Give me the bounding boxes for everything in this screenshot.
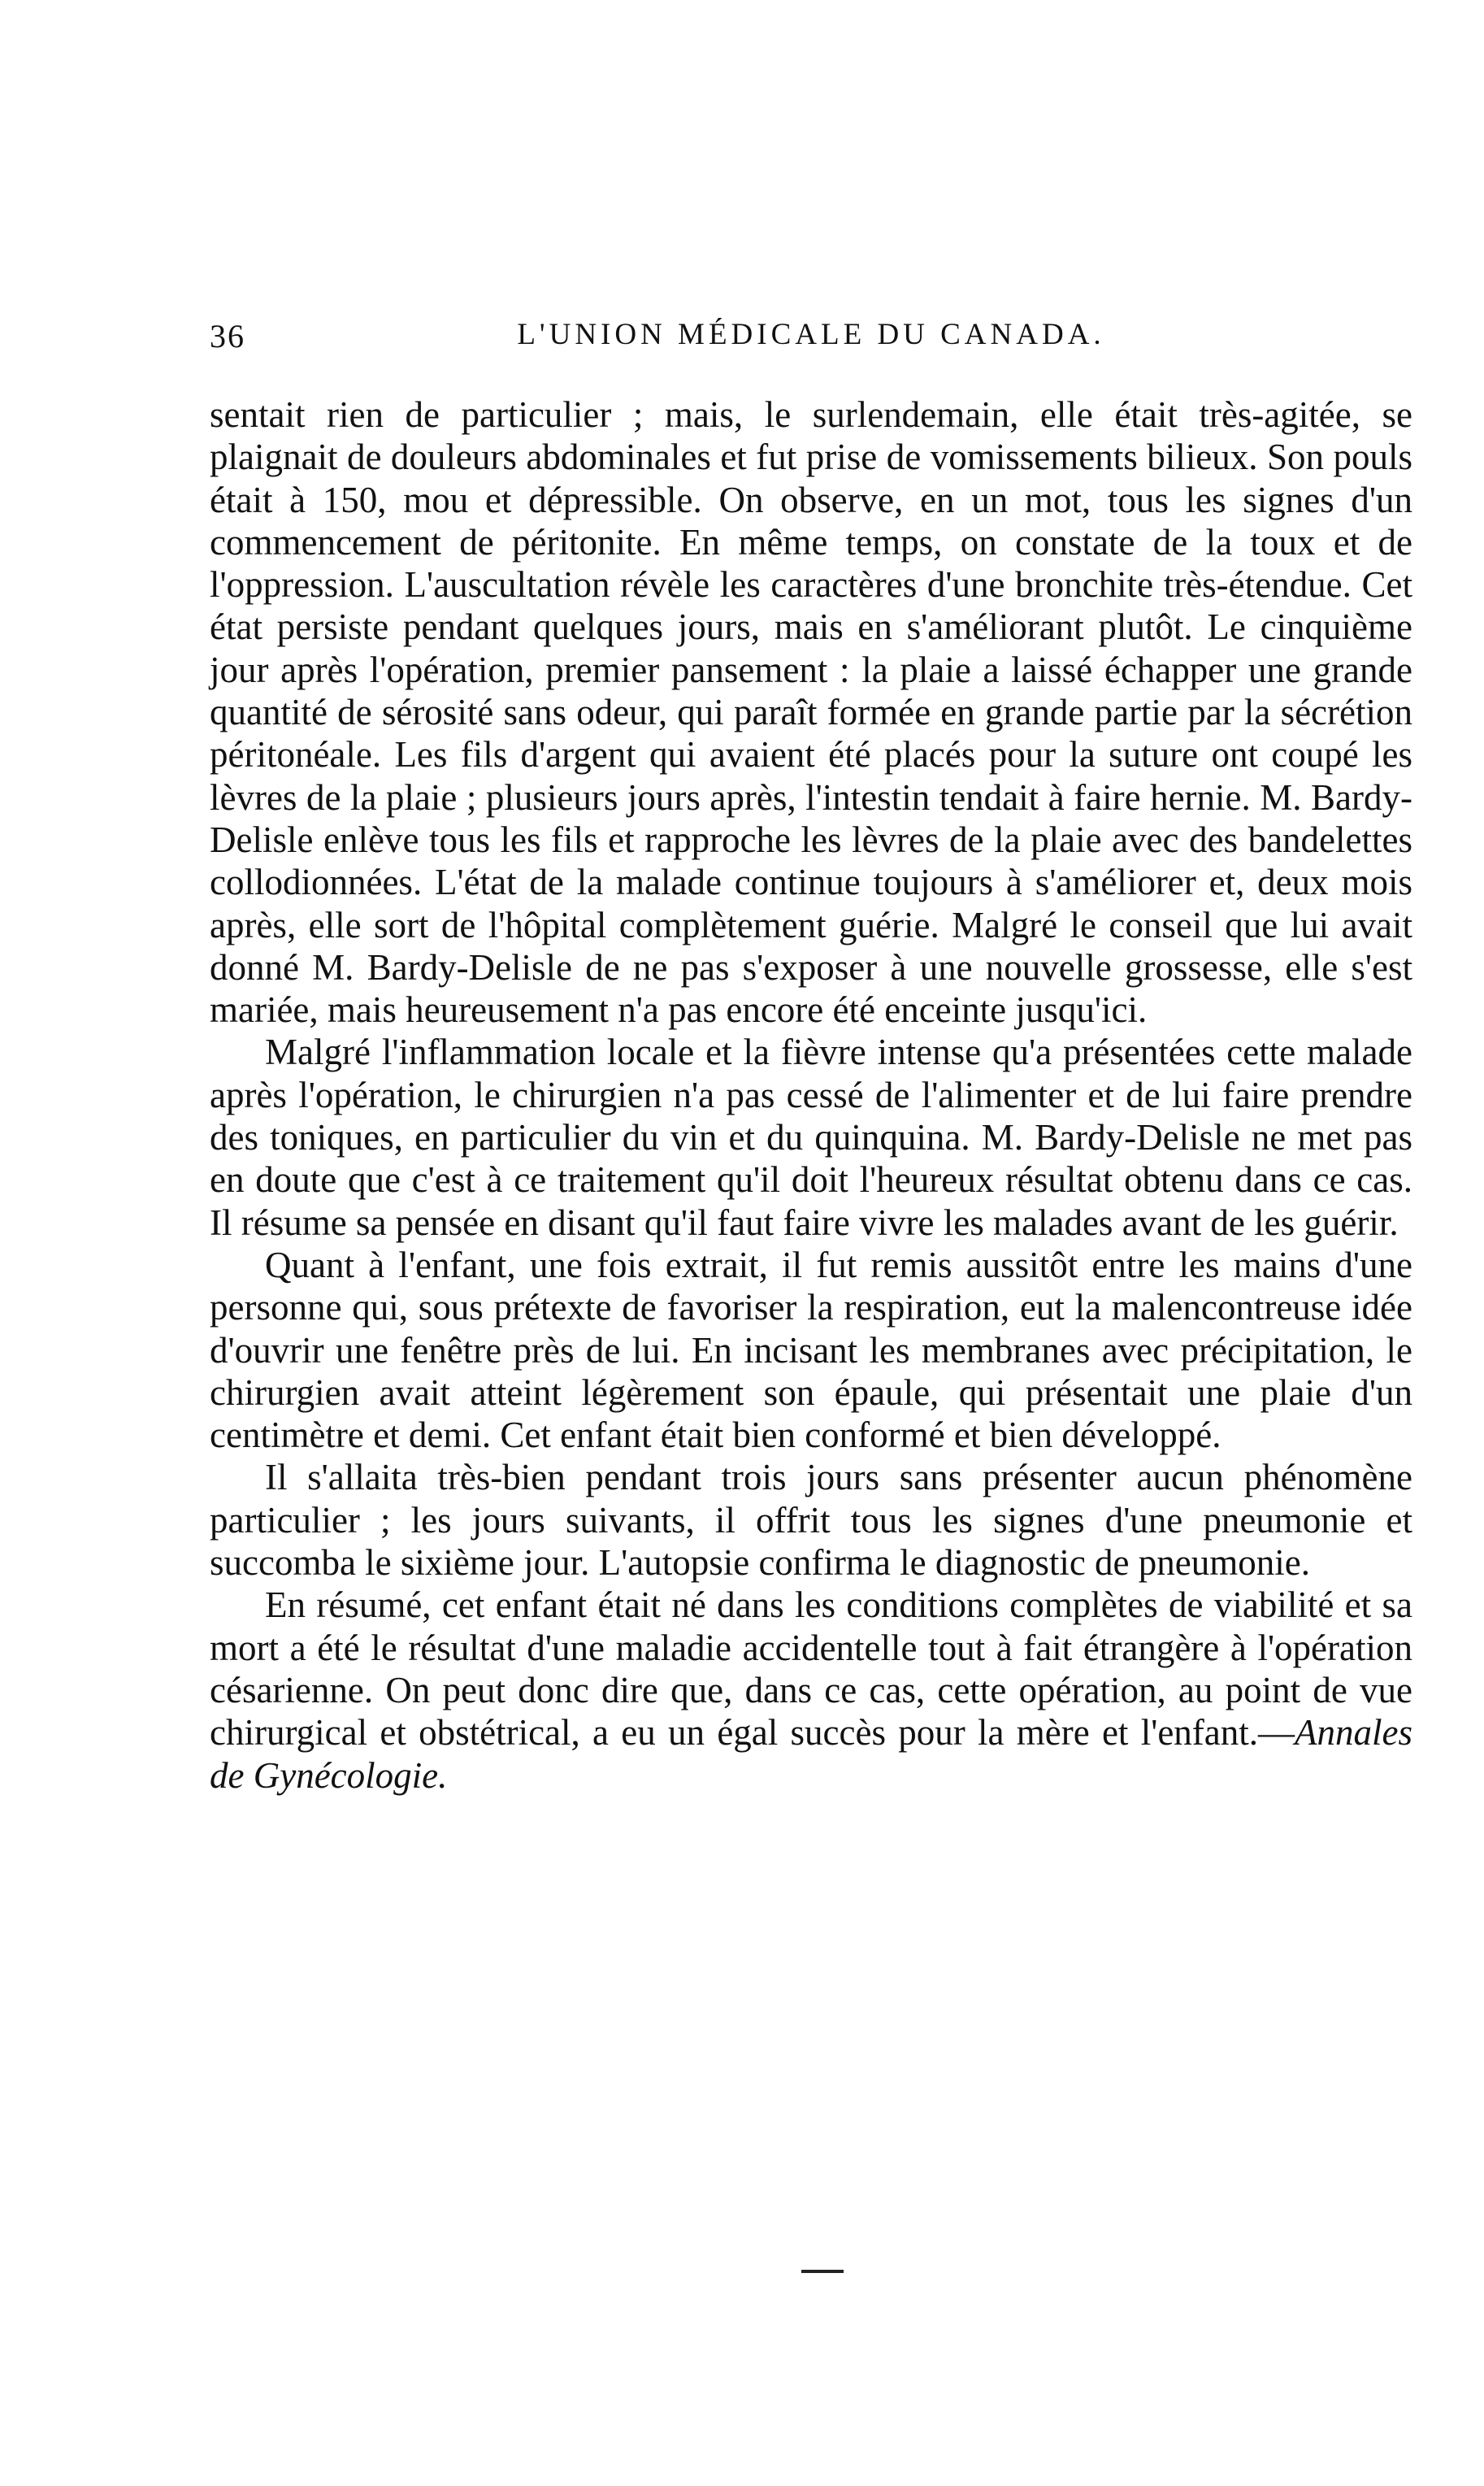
page-number: 36 [210, 318, 245, 354]
end-rule [801, 2270, 844, 2273]
page-header [210, 317, 1412, 366]
paragraph-summary [210, 1584, 1412, 1796]
running-title: L'UNION MÉDICALE DU CANADA. [517, 318, 1105, 351]
paragraph-infant: Quant à l'enfant, une fois extrait, il fut remis aussitôt entre les mains d'une personne qui, sous prétexte de favoriser la respiration, eut la malencontreuse idée d'ouvrir une fenêtre près de lui. En incisant les membranes avec précipitation, le chirurgien avait atteint légèrement son épaule, qui présentait une plaie d'un centimètre et demi. Cet enfant était bien conformé et bien développé. [210, 1244, 1412, 1456]
paragraph-pneumonia: Il s'allaita très-bien pendant trois jours sans présenter aucun phénomène particulier ; les jours suivants, il offrit tous les signes d'une pneumonie et succomba le sixième jour. L'autopsie confirma le diagnostic de pneumonie. [210, 1457, 1412, 1584]
article-body [210, 393, 1412, 1797]
paragraph-continued: sentait rien de particulier ; mais, le surlendemain, elle était très-agitée, se plaignait de douleurs abdominales et fut prise de vomissements bilieux. Son pouls était à 150, mou et dépressible. On observe, en un mot, tous les signes d'un commencement de péritonite. En même temps, on constate de la toux et de l'oppression. L'auscultation révèle les caractères d'une bronchite très-étendue. Cet état persiste pendant quelques jours, mais en s'améliorant plutôt. Le cinquième jour après l'opération, premier pansement : la plaie a laissé échapper une grande quantité de sérosité sans odeur, qui paraît formée en grande partie par la sécrétion péritonéale. Les fils d'argent qui avaient été placés pour la suture ont coupé les lèvres de la plaie ; plusieurs jours après, l'intestin tendait à faire hernie. M. Bardy-Delisle enlève tous les fils et rapproche les lèvres de la plaie avec des bandelettes collodionnées. L'état de la malade continue toujours à s'améliorer et, deux mois après, elle sort de l'hôpital complètement guérie. Malgré le conseil que lui avait donné M. Bardy-Delisle de ne pas s'exposer à une nouvelle grossesse, elle s'est mariée, mais heureusement n'a pas encore été enceinte jusqu'ici. [210, 394, 1412, 1031]
paragraph-treatment: Malgré l'inflammation locale et la fièvre intense qu'a présentées cette malade après l'opération, le chirurgien n'a pas cessé de l'alimenter et de lui faire prendre des toniques, en particulier du vin et du quinquina. M. Bardy-Delisle ne met pas en doute que c'est à ce traitement qu'il doit l'heureux résultat obtenu dans ce cas. Il résume sa pensée en disant qu'il faut faire vivre les malades avant de les guérir. [210, 1032, 1412, 1243]
journal-reference: Annales de Gynécologie. [210, 1712, 1412, 1796]
summary-text: En résumé, cet enfant était né dans les conditions complètes de viabilité et sa mort a été le résultat d'une maladie accidentelle tout à fait étrangère à l'opération césarienne. On peut donc dire que, dans ce cas, cette opération, au point de vue chirurgical et obstétrical, a eu un égal succès pour la mère et l'enfant.— [210, 1584, 1412, 1754]
